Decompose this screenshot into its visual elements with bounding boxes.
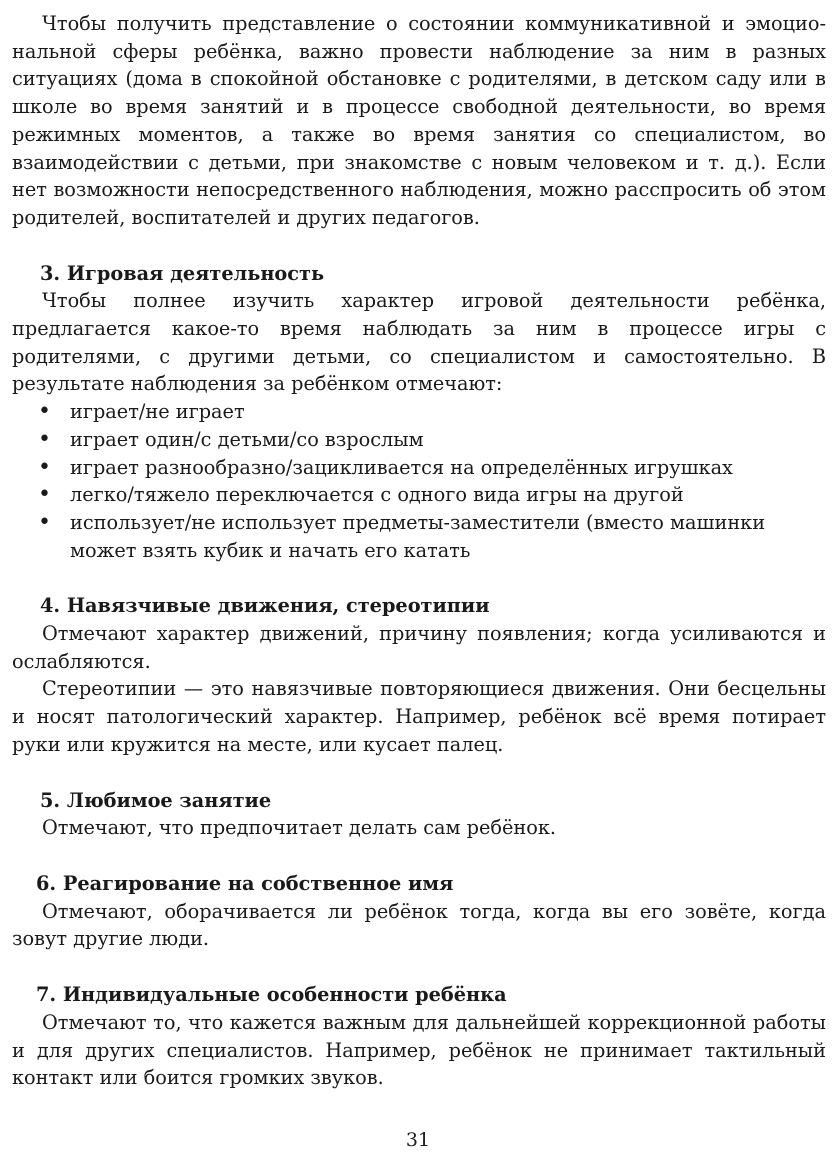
section-individual-features: [12, 981, 826, 1092]
list-item: • играет один/с детьми/со взрослым: [12, 426, 826, 454]
section-play-activity: [12, 260, 826, 565]
page-content: [12, 10, 826, 1092]
section-name-response: [12, 870, 826, 953]
section-heading: 3. Игровая деятельность: [40, 261, 325, 285]
list-item: • играет разнообразно/зацикливается на определённых игрушках: [12, 454, 826, 482]
list-item: • играет/не играет: [12, 398, 826, 426]
intro-paragraph: Чтобы получить представление о состоянии коммуникативной и эмоциональной сферы ребёнка, важно провести наблюдение за ним в разных ситуациях (дома в спокойной обстановке с родителями, в детском саду или в школе во время занятий и в процессе свободной деятельности, во время режимных моментов, а также во время занятия со специалистом, во взаимодействии с детьми, при знакомстве с новым человеком и т. д.). Если нет возможности непосредственного наблюдения, можно расспросить об этом родителей, воспитателей и других педагогов.: [12, 12, 826, 229]
section-paragraph: Чтобы полнее изучить характер игровой деятельности ребёнка, предлагается какое-то время наблюдать за ним в процессе игры с родителями, с другими детьми, со специалистом и самостоятельно. В результате наблюдения за ребёнком отмечают:: [12, 289, 826, 396]
bullet-list: [12, 398, 826, 564]
page-number: 31: [405, 1129, 431, 1151]
section-heading: 5. Любимое занятие: [40, 788, 272, 812]
section-favorite-activity: [12, 787, 826, 842]
section-paragraph: Стереотипии — это навязчивые повторяющиеся движения. Они бесцельны и носят патологический характер. Например, ребёнок всё время потирает руки или кружится на месте, или кусает палец.: [12, 677, 826, 756]
section-heading: 6. Реагирование на собственное имя: [36, 871, 454, 895]
section-heading: 7. Индивидуальные особенности ребёнка: [36, 983, 507, 1007]
section-heading: 4. Навязчивые движения, стереотипии: [40, 594, 490, 618]
section-paragraph: Отмечают то, что кажется важным для дальнейшей коррекционной работы и для других специалистов. Например, ребёнок не принимает тактильный контакт или боится громких звуков.: [12, 1010, 826, 1090]
section-stereotypies: [12, 592, 826, 758]
list-item: • использует/не использует предметы-заместители (вместо машинки может взять кубик и начать его катать: [12, 509, 826, 564]
section-paragraph: Отмечают, оборачивается ли ребёнок тогда, когда вы его зовёте, когда зовут другие люди.: [12, 899, 826, 951]
list-item: • легко/тяжело переключается с одного вида игры на другой: [12, 481, 826, 509]
section-paragraph: Отмечают, что предпочитает делать сам ребёнок.: [42, 816, 557, 840]
section-paragraph: Отмечают характер движений, причину появления; когда усиливаются и ослабляются.: [12, 622, 826, 673]
